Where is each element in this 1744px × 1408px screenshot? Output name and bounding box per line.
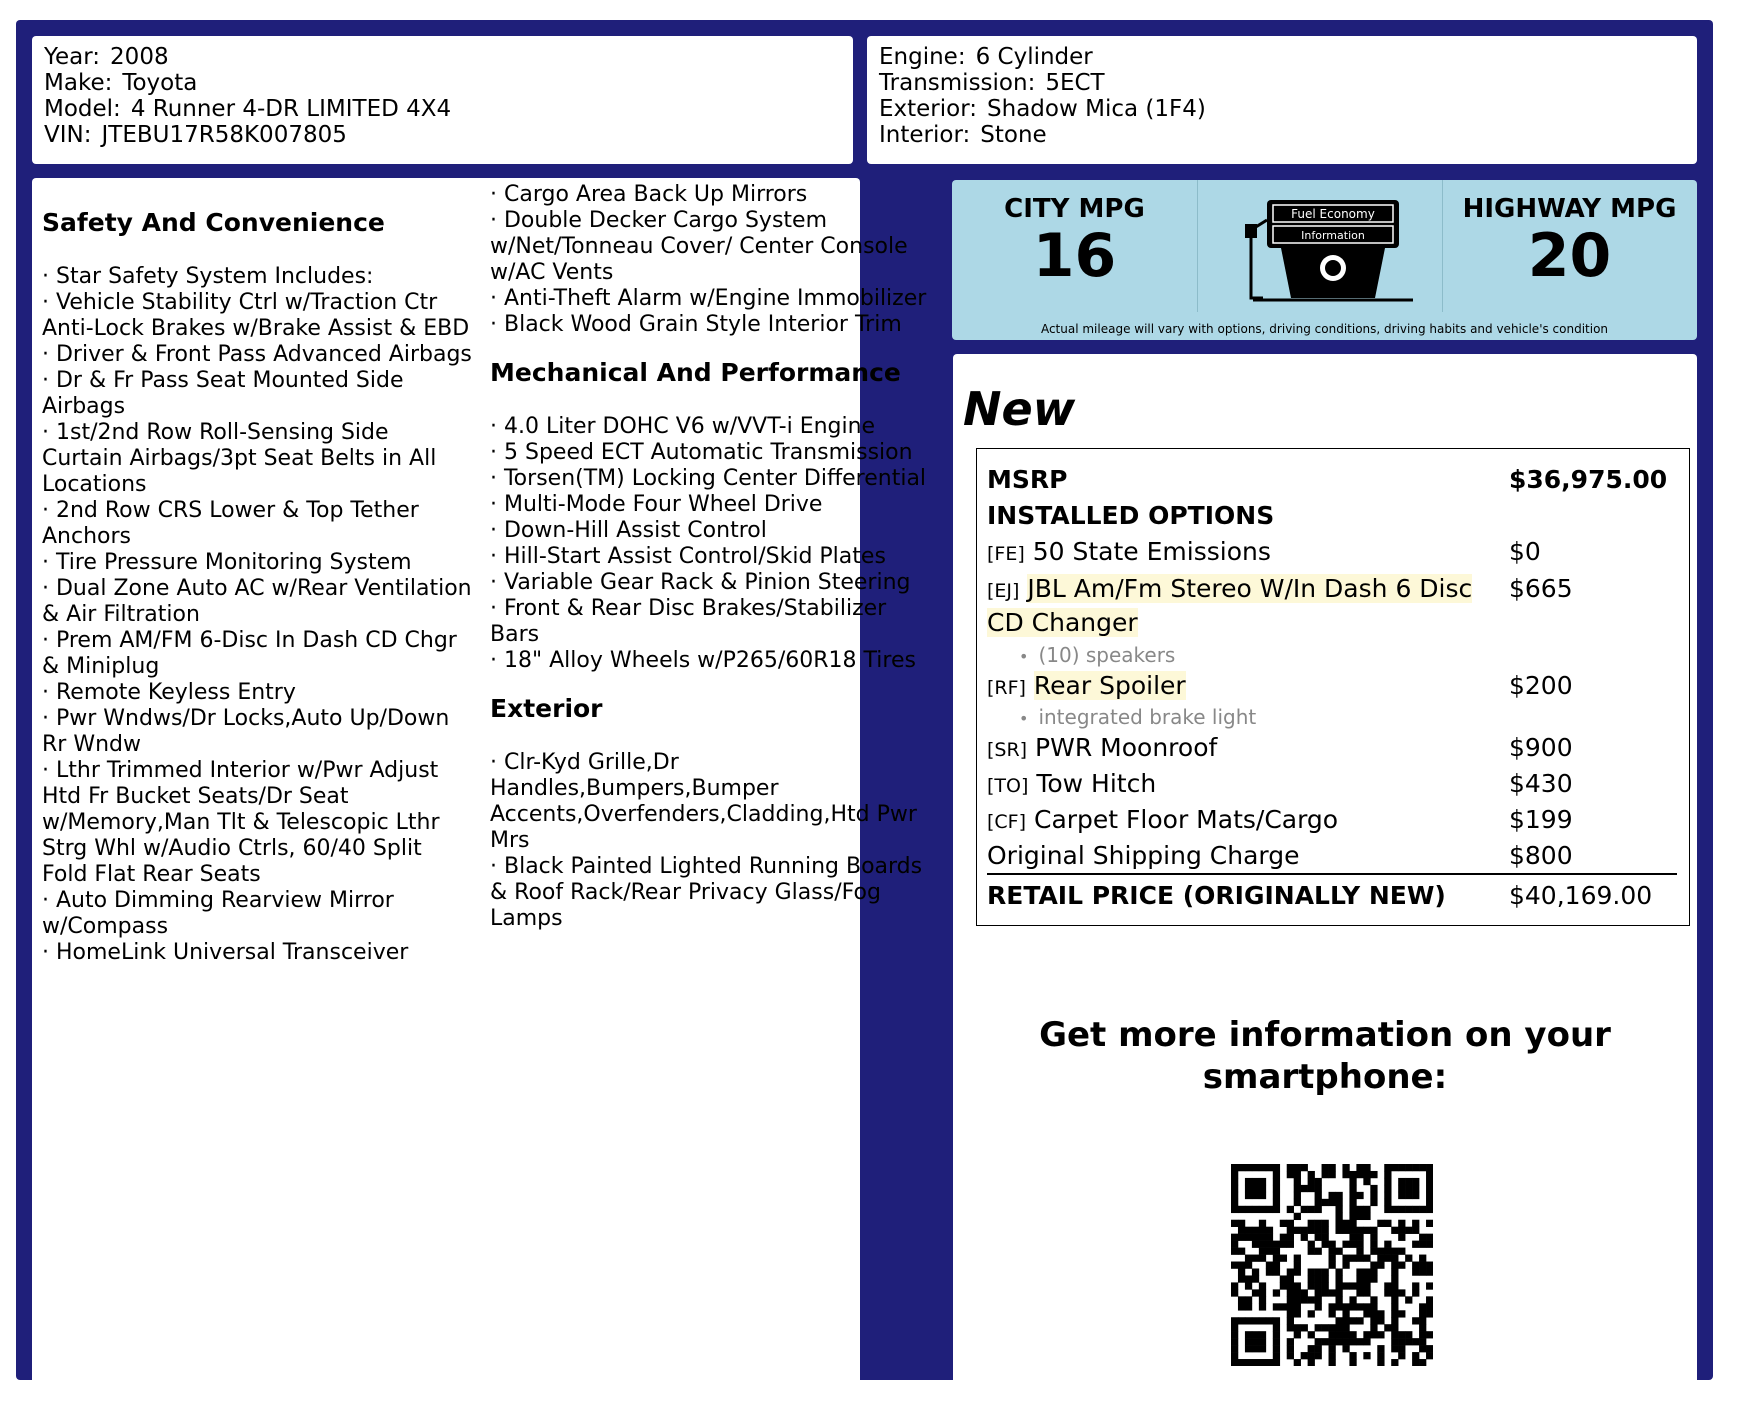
feature-item: · Variable Gear Rack & Pinion Steering bbox=[490, 570, 911, 595]
engine-label: Engine: bbox=[879, 44, 966, 70]
option-price: $199 bbox=[1509, 805, 1573, 834]
year-value: 2008 bbox=[110, 44, 169, 70]
vin-row bbox=[44, 122, 451, 148]
option-code: [EJ] bbox=[987, 580, 1020, 602]
feature-item: · Auto Dimming Rearview Mirror w/Compass bbox=[42, 888, 394, 939]
msrp-value: $36,975.00 bbox=[1509, 465, 1668, 494]
exterior-section-title: Exterior bbox=[490, 694, 603, 723]
mechanical-list bbox=[490, 414, 940, 674]
engine-value: 6 Cylinder bbox=[975, 44, 1093, 70]
exterior-label: Exterior: bbox=[879, 96, 978, 122]
feature-item: · Lthr Trimmed Interior w/Pwr Adjust Htd Fr Bucket Seats/Dr Seat w/Memory,Man Tlt & Telescopic Lthr Strg Whl w/Audio Ctrls, 60/40 Split Fold Flat Rear Seats bbox=[42, 758, 440, 887]
highway-mpg bbox=[1442, 180, 1697, 312]
safety-section-title: Safety And Convenience bbox=[42, 208, 385, 237]
shipping-label: Original Shipping Charge bbox=[987, 841, 1300, 870]
option-name: Carpet Floor Mats/Cargo bbox=[1033, 805, 1339, 834]
city-mpg-value: 16 bbox=[1032, 221, 1117, 291]
model-label: Model: bbox=[44, 96, 121, 122]
mileage-disclaimer: Actual mileage will vary with options, driving conditions, driving habits and vehicle's condition bbox=[1040, 322, 1609, 336]
vehicle-info-left bbox=[32, 36, 853, 164]
feature-item: · Vehicle Stability Ctrl w/Traction Ctr Anti-Lock Brakes w/Brake Assist & EBD bbox=[42, 290, 470, 341]
city-mpg-label: CITY MPG bbox=[1004, 194, 1145, 224]
fuel-economy-logo bbox=[1197, 180, 1443, 312]
year-label: Year: bbox=[44, 44, 101, 70]
option-price: $0 bbox=[1509, 537, 1541, 566]
exterior-row bbox=[879, 96, 1206, 122]
feature-item: · 18" Alloy Wheels w/P265/60R18 Tires bbox=[490, 648, 916, 673]
fuel-economy-box bbox=[952, 180, 1697, 340]
feature-item: · Remote Keyless Entry bbox=[42, 680, 296, 705]
highway-mpg-value: 20 bbox=[1527, 221, 1612, 291]
pricing-panel bbox=[953, 354, 1697, 1404]
mechanical-section-title: Mechanical And Performance bbox=[490, 358, 901, 387]
make-value: Toyota bbox=[122, 70, 198, 96]
option-name: 50 State Emissions bbox=[1032, 537, 1271, 566]
option-price: $200 bbox=[1509, 671, 1573, 700]
window-sticker bbox=[16, 20, 1713, 1380]
feature-item: · Front & Rear Disc Brakes/Stabilizer Bars bbox=[490, 596, 887, 647]
options-header: INSTALLED OPTIONS bbox=[987, 501, 1275, 530]
vin-label: VIN: bbox=[44, 122, 92, 148]
model-value: 4 Runner 4-DR LIMITED 4X4 bbox=[130, 96, 452, 122]
engine-row bbox=[879, 44, 1206, 70]
feature-item: · Cargo Area Back Up Mirrors bbox=[490, 182, 808, 207]
transmission-row bbox=[879, 70, 1206, 96]
condition-label: New bbox=[963, 382, 1076, 436]
option-name: JBL Am/Fm Stereo W/In Dash 6 Disc CD Changer bbox=[987, 574, 1473, 637]
option-price: $665 bbox=[1509, 574, 1573, 603]
transmission-value: 5ECT bbox=[1045, 70, 1105, 96]
option-detail: • (10) speakers bbox=[1019, 643, 1175, 667]
feature-item: · Anti-Theft Alarm w/Engine Immobilizer bbox=[490, 286, 927, 311]
option-price: $900 bbox=[1509, 733, 1573, 762]
feature-item: · Dual Zone Auto AC w/Rear Ventilation & Air Filtration bbox=[42, 576, 472, 627]
price-table bbox=[976, 448, 1690, 926]
safety-list bbox=[42, 264, 472, 966]
feature-item: · Double Decker Cargo System w/Net/Tonneau Cover/ Center Console w/AC Vents bbox=[490, 208, 908, 285]
year-row bbox=[44, 44, 451, 70]
option-code: [CF] bbox=[987, 811, 1027, 833]
feature-item: · Clr-Kyd Grille,Dr Handles,Bumpers,Bumper Accents,Overfenders,Cladding,Htd Pwr Mrs bbox=[490, 750, 917, 853]
feature-item: · 1st/2nd Row Roll-Sensing Side Curtain Airbags/3pt Seat Belts in All Locations bbox=[42, 420, 437, 497]
interior-value: Stone bbox=[980, 122, 1047, 148]
option-name: Tow Hitch bbox=[1036, 769, 1157, 798]
vehicle-info-right bbox=[867, 36, 1697, 164]
option-detail: • integrated brake light bbox=[1019, 705, 1256, 729]
make-label: Make: bbox=[44, 70, 113, 96]
option-name: PWR Moonroof bbox=[1035, 733, 1218, 762]
feature-item: · 2nd Row CRS Lower & Top Tether Anchors bbox=[42, 498, 419, 549]
feature-item: · Black Painted Lighted Running Boards & Roof Rack/Rear Privacy Glass/Fog Lamps bbox=[490, 854, 923, 931]
exterior-list bbox=[490, 750, 940, 932]
msrp-label: MSRP bbox=[987, 465, 1068, 494]
feature-item: · 5 Speed ECT Automatic Transmission bbox=[490, 440, 913, 465]
feature-item: · Multi-Mode Four Wheel Drive bbox=[490, 492, 823, 517]
feature-item: · HomeLink Universal Transceiver bbox=[42, 940, 409, 965]
shipping-value: $800 bbox=[1509, 841, 1573, 870]
feature-item: · Pwr Wndws/Dr Locks,Auto Up/Down Rr Wndw bbox=[42, 706, 450, 757]
qr-code[interactable] bbox=[1231, 1164, 1433, 1366]
option-price: $430 bbox=[1509, 769, 1573, 798]
feature-item: · Tire Pressure Monitoring System bbox=[42, 550, 412, 575]
feature-item: · Prem AM/FM 6-Disc In Dash CD Chgr & Miniplug bbox=[42, 628, 457, 679]
highway-mpg-label: HIGHWAY MPG bbox=[1462, 194, 1677, 224]
feature-item: · Torsen(TM) Locking Center Differential bbox=[490, 466, 927, 491]
option-code: [RF] bbox=[987, 677, 1026, 699]
fuel-pump-icon bbox=[1197, 180, 1442, 312]
interior-row bbox=[879, 122, 1206, 148]
features-column-2 bbox=[490, 178, 940, 932]
transmission-label: Transmission: bbox=[879, 70, 1036, 96]
features-panel bbox=[32, 178, 927, 1408]
city-mpg bbox=[952, 180, 1198, 312]
feature-item: · Driver & Front Pass Advanced Airbags bbox=[42, 342, 472, 367]
option-name: Rear Spoiler bbox=[1033, 671, 1186, 700]
exterior-value: Shadow Mica (1F4) bbox=[987, 96, 1206, 122]
feature-item: · 4.0 Liter DOHC V6 w/VVT-i Engine bbox=[490, 414, 876, 439]
safety-list-continued bbox=[490, 182, 940, 338]
logo-text-2: Information bbox=[1301, 229, 1365, 242]
smartphone-prompt: Get more information on your smartphone: bbox=[1039, 1015, 1611, 1097]
option-code: [TO] bbox=[987, 775, 1029, 797]
vin-value: JTEBU17R58K007805 bbox=[101, 122, 347, 148]
feature-item: · Down-Hill Assist Control bbox=[490, 518, 767, 543]
option-code: [FE] bbox=[987, 543, 1025, 565]
model-row bbox=[44, 96, 451, 122]
retail-price-value: $40,169.00 bbox=[1509, 881, 1653, 910]
option-code: [SR] bbox=[987, 739, 1028, 761]
feature-item: · Black Wood Grain Style Interior Trim bbox=[490, 312, 902, 337]
logo-text-1: Fuel Economy bbox=[1291, 207, 1375, 221]
total-divider bbox=[987, 873, 1677, 875]
feature-item: · Dr & Fr Pass Seat Mounted Side Airbags bbox=[42, 368, 404, 419]
features-column-1 bbox=[42, 198, 472, 966]
make-row bbox=[44, 70, 451, 96]
feature-item: · Star Safety System Includes: bbox=[42, 264, 374, 289]
retail-price-label: RETAIL PRICE (ORIGINALLY NEW) bbox=[987, 881, 1446, 910]
feature-item: · Hill-Start Assist Control/Skid Plates bbox=[490, 544, 886, 569]
interior-label: Interior: bbox=[879, 122, 971, 148]
